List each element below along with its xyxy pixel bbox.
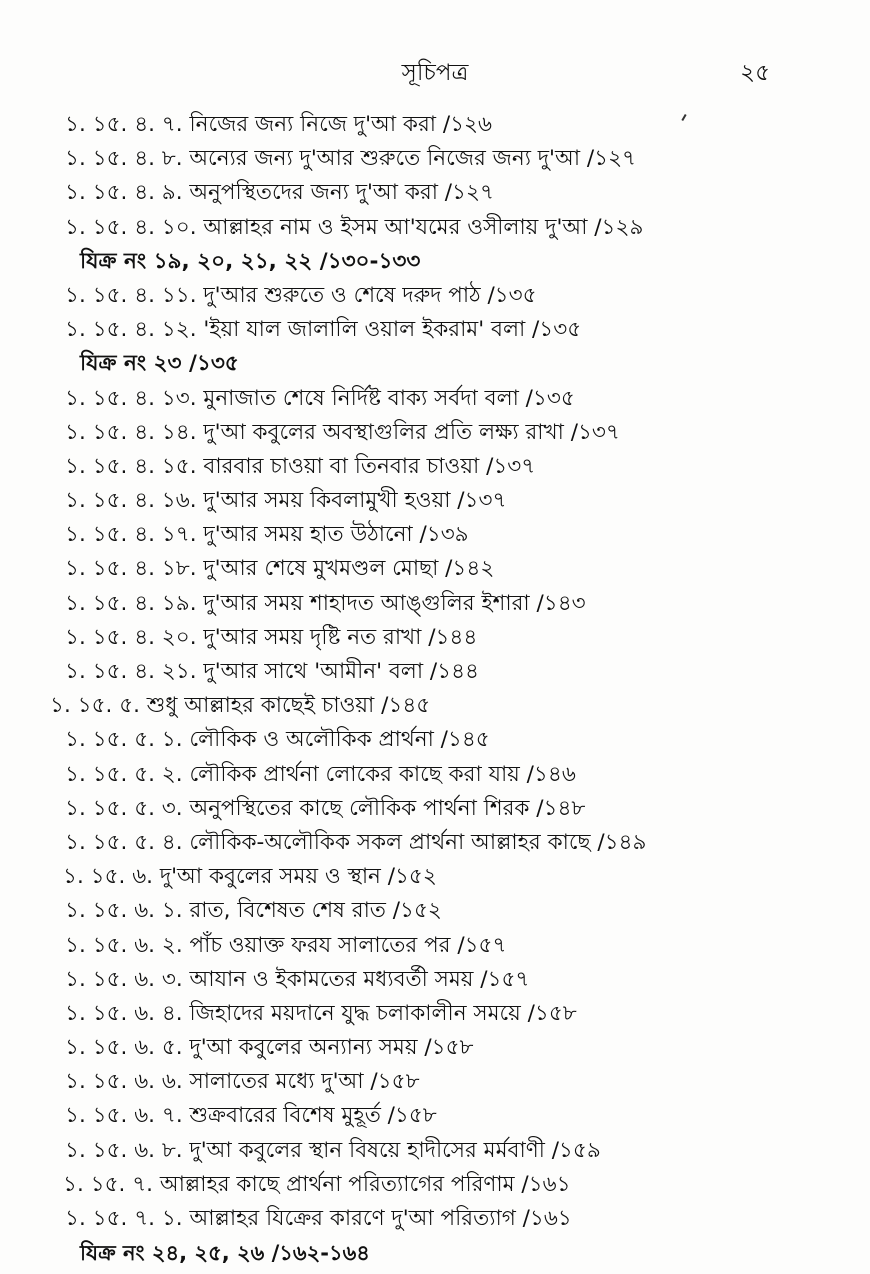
toc-entry: ১. ১৫. ৪. ৯. অনুপস্থিতদের জন্য দু'আ করা /১২৭ bbox=[65, 180, 494, 206]
toc-entry: ১. ১৫. ৬. ৪. জিহাদের ময়দানে যুদ্ধ চলাকালীন সময়ে /১৫৮ bbox=[65, 1000, 577, 1026]
toc-entry: ১. ১৫. ৬. দু'আ কবুলের সময় ও স্থান /১৫২ bbox=[63, 864, 437, 890]
toc-entry: ১. ১৫. ৫. ৪. লৌকিক-অলৌকিক সকল প্রার্থনা আল্লাহর কাছে /১৪৯ bbox=[65, 829, 647, 855]
table-of-contents bbox=[0, 108, 870, 1270]
toc-entry: ১. ১৫. ৪. ১৫. বারবার চাওয়া বা তিনবার চাওয়া /১৩৭ bbox=[65, 453, 536, 479]
toc-entry: ১. ১৫. ৪. ৮. অন্যের জন্য দু'আর শুরুতে নিজের জন্য দু'আ /১২৭ bbox=[65, 146, 637, 172]
toc-entry: ১. ১৫. ৬. ৬. সালাতের মধ্যে দু'আ /১৫৮ bbox=[65, 1069, 420, 1095]
toc-entry: ১. ১৫. ৭. ১. আল্লাহর যিক্রের কারণে দু'আ পরিত্যাগ /১৬১ bbox=[65, 1206, 572, 1231]
zikr-reference: যিক্র নং ২৩ /১৩৫ bbox=[80, 351, 239, 377]
toc-entry: ১. ১৫. ৬. ৭. শুক্রবারের বিশেষ মুহূর্ত /১৫৮ bbox=[65, 1103, 437, 1129]
toc-entry: ১. ১৫. ৬. ৮. দু'আ কবুলের স্থান বিষয়ে হাদীসের মর্মবাণী /১৫৯ bbox=[65, 1137, 601, 1163]
toc-entry: ১. ১৫. ৪. ১১. দু'আর শুরুতে ও শেষে দরুদ পাঠ /১৩৫ bbox=[65, 282, 537, 308]
toc-entry: ১. ১৫. ৪. ১৯. দু'আর সময় শাহাদত আঙ্গুলির ইশারা /১৪৩ bbox=[65, 590, 586, 616]
toc-entry: ১. ১৫. ৬. ৩. আযান ও ইকামতের মধ্যবর্তী সময় /১৫৭ bbox=[65, 966, 530, 992]
toc-entry: ১. ১৫. ৪. ৭. নিজের জন্য নিজে দু'আ করা /১২৬ bbox=[65, 112, 493, 137]
toc-entry: ১. ১৫. ৪. ১২. 'ইয়া যাল জালালি ওয়াল ইকরাম' বলা /১৩৫ bbox=[65, 317, 582, 343]
page-number: ২৫ bbox=[740, 60, 770, 86]
toc-entry: ১. ১৫. ৪. ১৬. দু'আর সময় কিবলামুখী হওয়া /১৩৭ bbox=[65, 488, 507, 514]
toc-entry: ১. ১৫. ৬. ১. রাত, বিশেষত শেষ রাত /১৫২ bbox=[65, 898, 442, 924]
toc-entry: ১. ১৫. ৬. ২. পাঁচ ওয়াক্ত ফরয সালাতের পর /১৫৭ bbox=[65, 932, 507, 958]
toc-entry: ১. ১৫. ৪. ১৪. দু'আ কবুলের অবস্থাগুলির প্রতি লক্ষ্য রাখা /১৩৭ bbox=[65, 419, 620, 445]
toc-entry: ১. ১৫. ৫. ৩. অনুপস্থিতের কাছে লৌকিক পার্থনা শিরক /১৪৮ bbox=[65, 795, 586, 821]
toc-entry: ১. ১৫. ৫. ১. লৌকিক ও অলৌকিক প্রার্থনা /১৪৫ bbox=[65, 727, 490, 753]
toc-entry: ১. ১৫. ৪. ২১. দু'আর সাথে 'আমীন' বলা /১৪৪ bbox=[65, 659, 479, 684]
page-title: সূচিপত্র bbox=[401, 60, 469, 86]
zikr-reference: যিক্র নং ২৪, ২৫, ২৬ /১৬২-১৬৪ bbox=[80, 1241, 370, 1266]
toc-entry: ১. ১৫. ৭. আল্লাহর কাছে প্রার্থনা পরিত্যাগের পরিণাম /১৬১ bbox=[63, 1171, 571, 1197]
toc-entry: ১. ১৫. ৫. ২. লৌকিক প্রার্থনা লোকের কাছে করা যায় /১৪৬ bbox=[65, 761, 576, 787]
toc-entry: ১. ১৫. ৫. শুধু আল্লাহর কাছেই চাওয়া /১৪৫ bbox=[50, 693, 431, 719]
toc-entry: ১. ১৫. ৪. ১৩. মুনাজাত শেষে নির্দিষ্ট বাক্য সর্বদা বলা /১৩৫ bbox=[65, 385, 575, 411]
toc-entry: ১. ১৫. ৪. ১৮. দু'আর শেষে মুখমণ্ডল মোছা /১৪২ bbox=[65, 556, 495, 582]
zikr-reference: যিক্র নং ১৯, ২০, ২১, ২২ /১৩০-১৩৩ bbox=[80, 248, 421, 274]
toc-entry: ১. ১৫. ৪. ২০. দু'আর সময় দৃষ্টি নত রাখা /১৪৪ bbox=[65, 624, 478, 650]
toc-entry: ১. ১৫. ৪. ১০. আল্লাহর নাম ও ইসম আ'যমের ওসীলায় দু'আ /১২৯ bbox=[65, 214, 644, 240]
toc-entry: ১. ১৫. ৪. ১৭. দু'আর সময় হাত উঠানো /১৩৯ bbox=[65, 522, 469, 548]
toc-entry: ১. ১৫. ৬. ৫. দু'আ কবুলের অন্যান্য সময় /১৫৮ bbox=[65, 1035, 474, 1061]
